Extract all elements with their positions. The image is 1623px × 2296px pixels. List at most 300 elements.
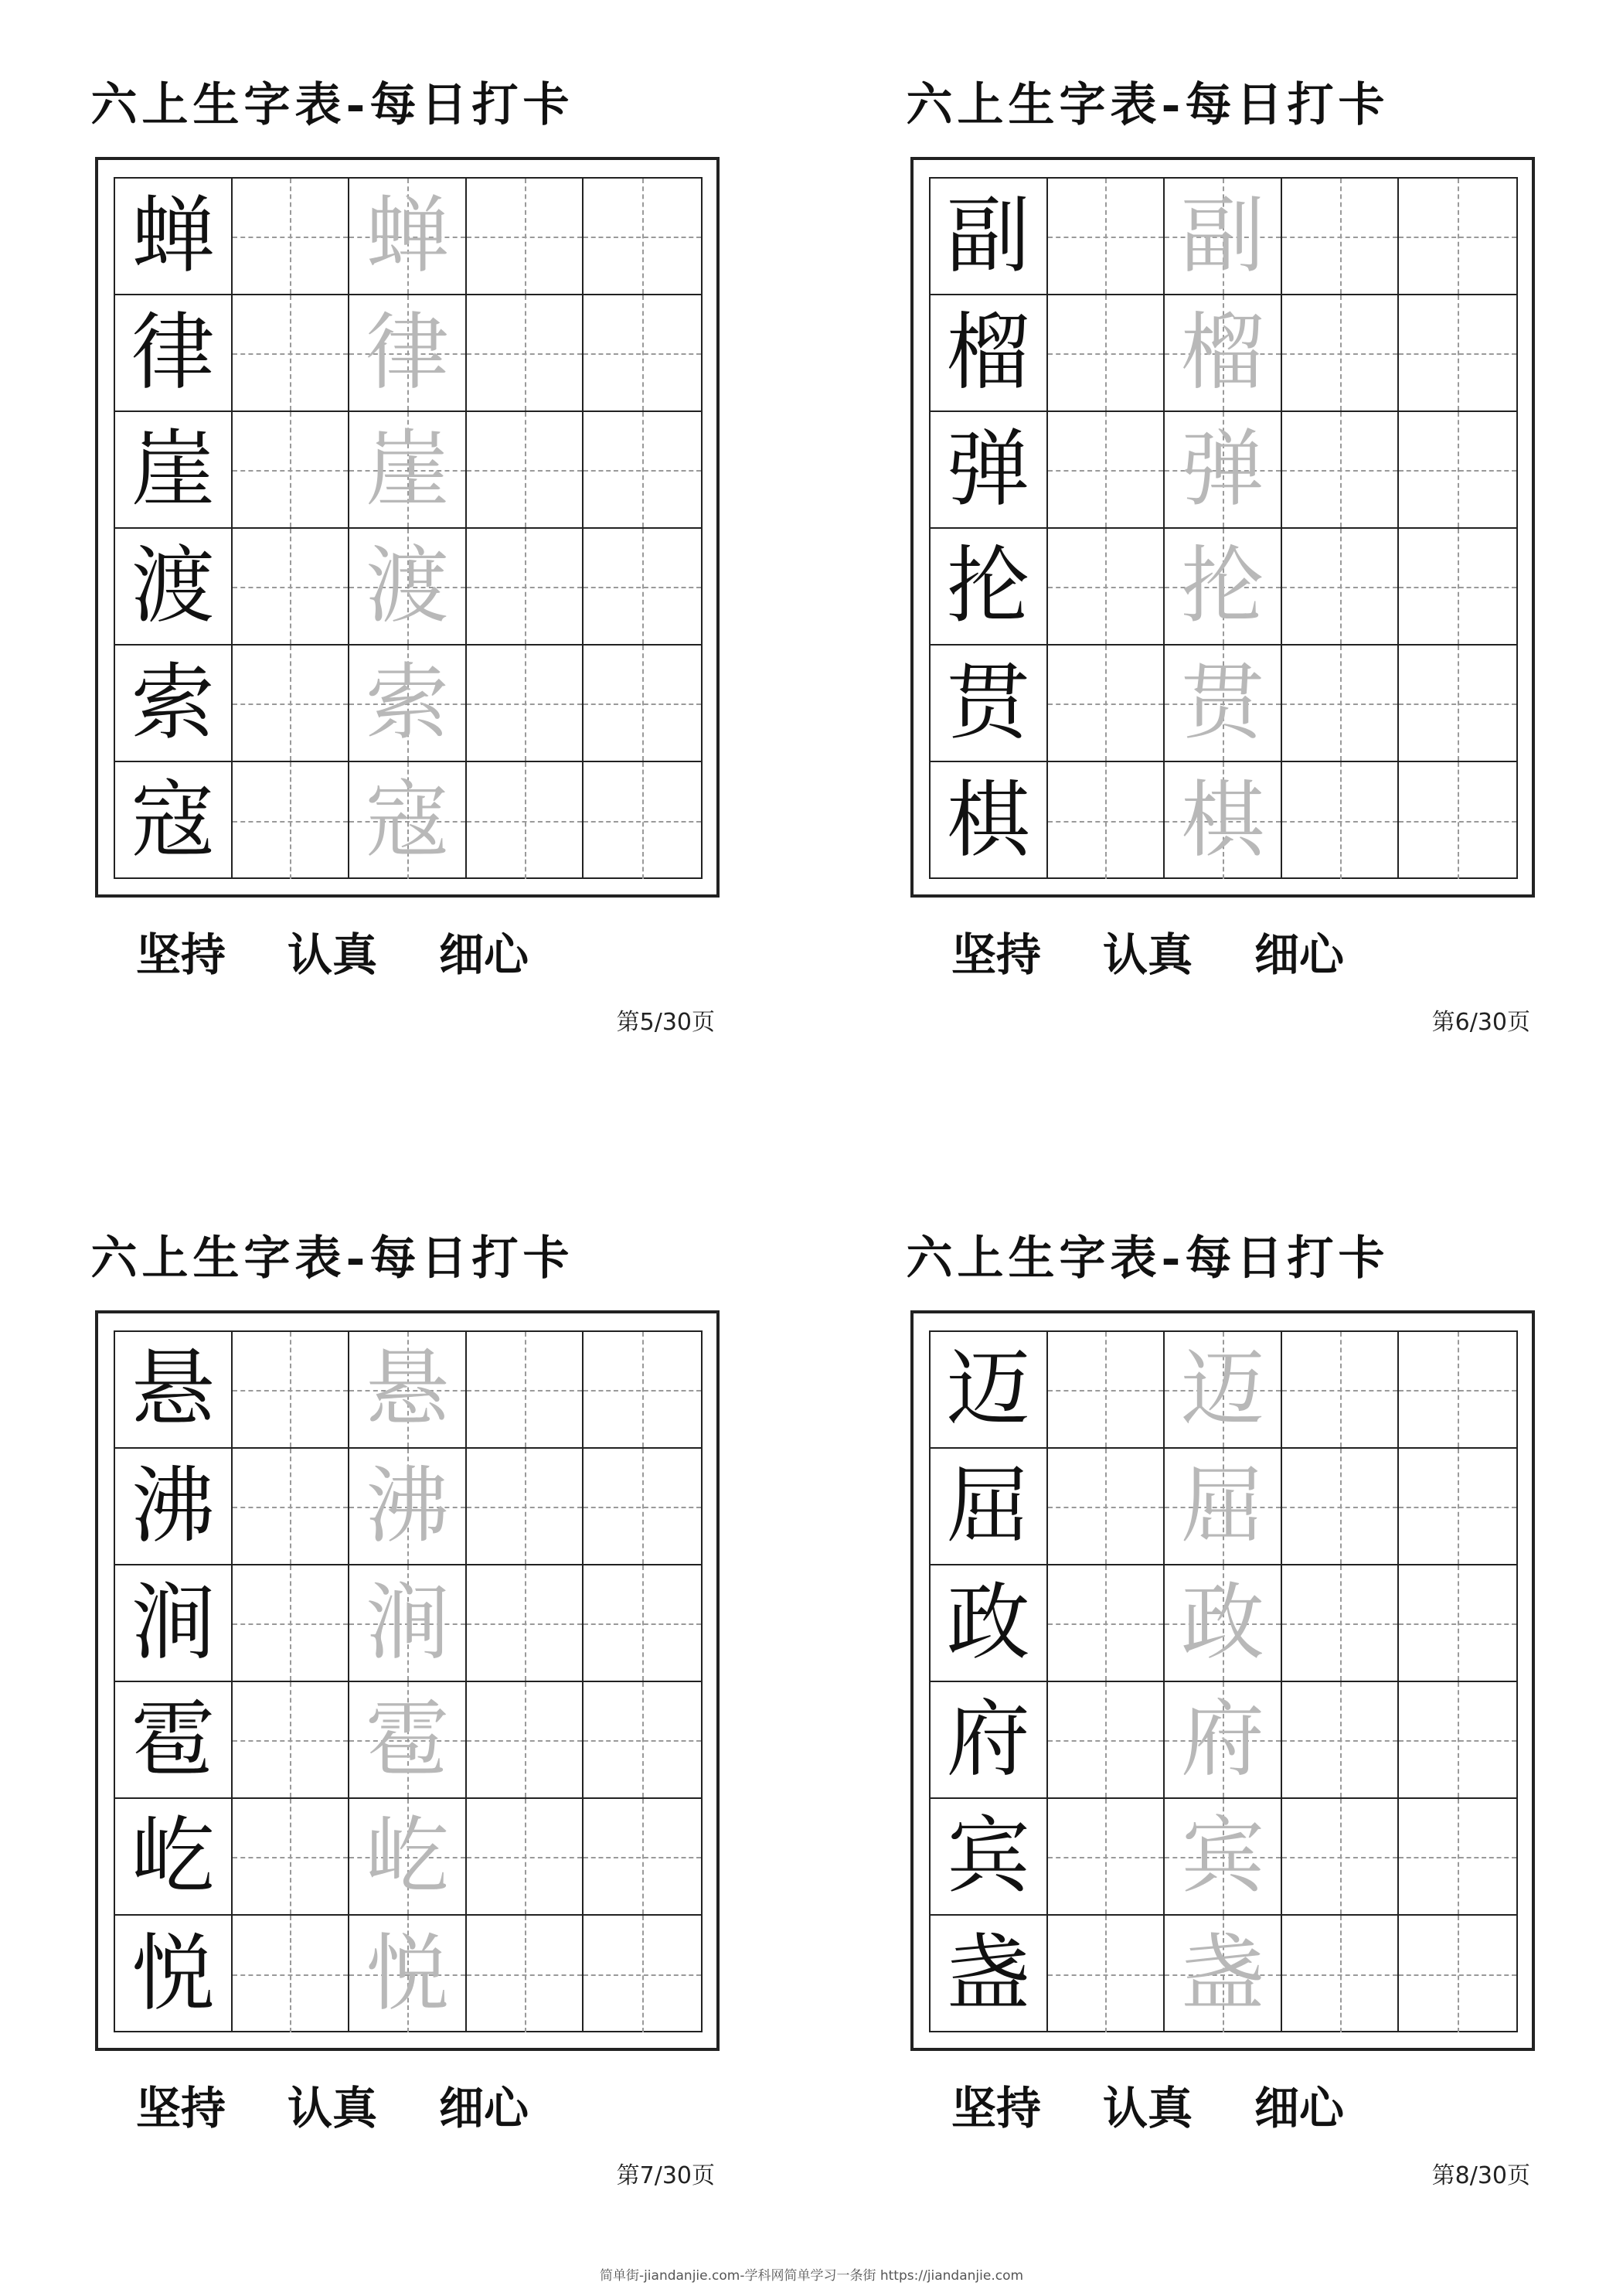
writing-cell	[931, 1332, 1048, 1449]
trace-character: 弹	[1180, 421, 1264, 518]
writing-cell	[349, 179, 467, 295]
outer-frame	[910, 1310, 1535, 2051]
writing-cell	[1399, 412, 1516, 529]
guide-line-horizontal	[1399, 821, 1516, 823]
writing-cell	[233, 1449, 350, 1565]
guide-line-horizontal	[1048, 821, 1164, 823]
slogan-word: 细心	[439, 928, 529, 981]
writing-cell	[1399, 1332, 1516, 1449]
guide-line-horizontal	[1399, 1740, 1516, 1742]
writing-cell	[1282, 295, 1400, 412]
slogan	[815, 928, 1480, 982]
writing-cell	[349, 1565, 467, 1682]
writing-cell	[1282, 1332, 1400, 1449]
guide-line-horizontal	[1282, 1974, 1398, 1976]
writing-cell	[1282, 1565, 1400, 1682]
slogan-word: 认真	[1102, 928, 1193, 981]
trace-character: 屈	[1180, 1457, 1264, 1555]
writing-cell	[233, 1682, 350, 1799]
slogan-word: 坚持	[951, 2082, 1041, 2134]
writing-cell	[115, 1449, 233, 1565]
model-character: 寇	[131, 772, 215, 869]
trace-character: 索	[365, 654, 449, 751]
guide-line-horizontal	[1282, 1623, 1398, 1625]
guide-line-horizontal	[1399, 1390, 1516, 1392]
trace-character: 棋	[1180, 772, 1264, 869]
guide-line-horizontal	[1282, 821, 1398, 823]
writing-cell	[1399, 1916, 1516, 2032]
writing-cell	[233, 179, 350, 295]
grid-row	[931, 1449, 1516, 1565]
guide-line-horizontal	[1048, 1857, 1164, 1858]
writing-cell	[467, 646, 584, 762]
guide-line-horizontal	[467, 587, 583, 588]
writing-cell	[584, 412, 701, 529]
writing-cell	[931, 1799, 1048, 1916]
slogan-word: 细心	[439, 2082, 529, 2134]
writing-cell	[1165, 646, 1282, 762]
guide-line-horizontal	[1399, 470, 1516, 472]
guide-line-horizontal	[467, 821, 583, 823]
trace-character: 雹	[365, 1691, 449, 1788]
writing-cell	[931, 295, 1048, 412]
grid-row	[115, 412, 701, 529]
guide-line-horizontal	[467, 1857, 583, 1858]
writing-cell	[1165, 1449, 1282, 1565]
writing-cell	[1399, 646, 1516, 762]
guide-line-horizontal	[1282, 1390, 1398, 1392]
model-character: 沸	[131, 1457, 215, 1555]
grid-row	[931, 1799, 1516, 1916]
guide-line-horizontal	[467, 1507, 583, 1508]
guide-line-horizontal	[467, 353, 583, 355]
grid-row	[931, 1565, 1516, 1682]
writing-cell	[1282, 1449, 1400, 1565]
grid-row	[931, 1332, 1516, 1449]
slogan-word: 认真	[287, 928, 377, 981]
guide-line-horizontal	[233, 1740, 349, 1742]
model-character: 榴	[946, 304, 1030, 401]
guide-line-horizontal	[1048, 587, 1164, 588]
guide-line-horizontal	[1048, 1740, 1164, 1742]
writing-cell	[1048, 1682, 1165, 1799]
guide-line-horizontal	[233, 353, 349, 355]
guide-line-horizontal	[1399, 1623, 1516, 1625]
guide-line-horizontal	[1048, 1623, 1164, 1625]
writing-cell	[1165, 412, 1282, 529]
guide-line-horizontal	[1399, 353, 1516, 355]
guide-line-horizontal	[233, 821, 349, 823]
writing-cell	[349, 1916, 467, 2032]
guide-line-horizontal	[467, 1740, 583, 1742]
writing-cell	[1282, 179, 1400, 295]
writing-cell	[115, 412, 233, 529]
trace-character: 府	[1180, 1691, 1264, 1788]
writing-cell	[1282, 762, 1400, 879]
writing-cell	[1048, 1565, 1165, 1682]
writing-cell	[1048, 1799, 1165, 1916]
guide-line-horizontal	[1282, 353, 1398, 355]
writing-cell	[1282, 412, 1400, 529]
trace-character: 盏	[1180, 1925, 1264, 2022]
guide-line-horizontal	[1048, 703, 1164, 705]
writing-cell	[584, 529, 701, 646]
guide-line-horizontal	[584, 703, 701, 705]
writing-cell	[349, 646, 467, 762]
writing-cell	[1399, 1565, 1516, 1682]
writing-cell	[1399, 762, 1516, 879]
guide-line-horizontal	[1048, 470, 1164, 472]
writing-cell	[1165, 295, 1282, 412]
writing-cell	[115, 1332, 233, 1449]
writing-cell	[349, 529, 467, 646]
model-character: 贯	[946, 654, 1030, 751]
guide-line-horizontal	[1399, 237, 1516, 238]
model-character: 悦	[131, 1925, 215, 2022]
slogan	[0, 2081, 665, 2135]
tianzige-grid	[114, 1330, 703, 2032]
slogan-word: 坚持	[135, 928, 226, 981]
writing-cell	[1399, 1682, 1516, 1799]
grid-row	[115, 1332, 701, 1449]
writing-cell	[115, 1682, 233, 1799]
outer-frame	[95, 157, 720, 898]
model-character: 索	[131, 654, 215, 751]
guide-line-horizontal	[1282, 1857, 1398, 1858]
slogan-word: 细心	[1254, 2082, 1345, 2134]
grid-row	[115, 762, 701, 879]
grid-row	[115, 1682, 701, 1799]
model-character: 府	[946, 1691, 1030, 1788]
writing-cell	[1165, 179, 1282, 295]
writing-cell	[467, 1916, 584, 2032]
trace-character: 屹	[365, 1807, 449, 1905]
guide-line-horizontal	[233, 470, 349, 472]
writing-cell	[931, 646, 1048, 762]
tianzige-grid	[929, 177, 1518, 879]
writing-cell	[584, 179, 701, 295]
writing-cell	[349, 1799, 467, 1916]
model-character: 雹	[131, 1691, 215, 1788]
grid-row	[931, 762, 1516, 879]
writing-cell	[467, 179, 584, 295]
guide-line-horizontal	[1282, 587, 1398, 588]
guide-line-horizontal	[1048, 237, 1164, 238]
writing-cell	[1282, 529, 1400, 646]
guide-line-horizontal	[233, 703, 349, 705]
writing-cell	[931, 1449, 1048, 1565]
guide-line-horizontal	[1399, 587, 1516, 588]
trace-character: 政	[1180, 1574, 1264, 1671]
writing-cell	[467, 1449, 584, 1565]
writing-cell	[1048, 646, 1165, 762]
writing-cell	[931, 529, 1048, 646]
writing-cell	[467, 1332, 584, 1449]
tianzige-grid	[929, 1330, 1518, 2032]
writing-cell	[349, 412, 467, 529]
slogan-word: 细心	[1254, 928, 1345, 981]
guide-line-horizontal	[1399, 1857, 1516, 1858]
writing-cell	[931, 762, 1048, 879]
writing-cell	[467, 412, 584, 529]
writing-cell	[115, 1916, 233, 2032]
guide-line-horizontal	[584, 1623, 701, 1625]
trace-character: 迈	[1180, 1340, 1264, 1438]
writing-cell	[584, 1916, 701, 2032]
writing-cell	[1399, 295, 1516, 412]
guide-line-horizontal	[233, 1857, 349, 1858]
writing-cell	[1048, 1916, 1165, 2032]
model-character: 盏	[946, 1925, 1030, 2022]
writing-cell	[233, 529, 350, 646]
writing-cell	[584, 1682, 701, 1799]
writing-cell	[349, 762, 467, 879]
writing-cell	[1048, 295, 1165, 412]
guide-line-horizontal	[467, 703, 583, 705]
model-character: 政	[946, 1574, 1030, 1671]
writing-cell	[115, 529, 233, 646]
outer-frame	[910, 157, 1535, 898]
writing-cell	[467, 295, 584, 412]
writing-cell	[931, 1565, 1048, 1682]
guide-line-horizontal	[584, 1507, 701, 1508]
writing-cell	[584, 1332, 701, 1449]
writing-cell	[1282, 1916, 1400, 2032]
guide-line-horizontal	[233, 1974, 349, 1976]
writing-cell	[1048, 412, 1165, 529]
trace-character: 涧	[365, 1574, 449, 1671]
grid-row	[115, 1565, 701, 1682]
writing-cell	[115, 1565, 233, 1682]
model-character: 蝉	[131, 187, 215, 284]
page-number: 第6/30页	[1431, 1009, 1530, 1036]
grid-row	[931, 1682, 1516, 1799]
page-number: 第5/30页	[616, 1009, 715, 1036]
guide-line-horizontal	[1282, 470, 1398, 472]
slogan-word: 坚持	[951, 928, 1041, 981]
writing-cell	[1282, 1799, 1400, 1916]
guide-line-horizontal	[1048, 1390, 1164, 1392]
trace-character: 寇	[365, 772, 449, 869]
guide-line-horizontal	[584, 821, 701, 823]
guide-line-horizontal	[233, 1507, 349, 1508]
guide-line-horizontal	[233, 237, 349, 238]
grid-row	[931, 295, 1516, 412]
worksheet-page-8	[815, 1153, 1588, 2197]
model-character: 崖	[131, 421, 215, 518]
writing-cell	[233, 1332, 350, 1449]
writing-cell	[1165, 1682, 1282, 1799]
page-number: 第8/30页	[1431, 2162, 1530, 2189]
model-character: 棋	[946, 772, 1030, 869]
slogan-word: 坚持	[135, 2082, 226, 2134]
guide-line-horizontal	[584, 1974, 701, 1976]
tianzige-grid	[114, 177, 703, 879]
writing-cell	[1165, 1799, 1282, 1916]
guide-line-horizontal	[467, 1390, 583, 1392]
model-character: 宾	[946, 1807, 1030, 1905]
writing-cell	[1165, 529, 1282, 646]
worksheet-page-5	[0, 0, 773, 1044]
writing-cell	[233, 295, 350, 412]
trace-character: 渡	[365, 537, 449, 635]
writing-cell	[931, 412, 1048, 529]
writing-cell	[349, 1682, 467, 1799]
writing-cell	[1165, 1916, 1282, 2032]
slogan-word: 认真	[287, 2082, 377, 2134]
writing-cell	[233, 1565, 350, 1682]
trace-character: 副	[1180, 187, 1264, 284]
guide-line-horizontal	[467, 1974, 583, 1976]
writing-cell	[1399, 179, 1516, 295]
guide-line-horizontal	[584, 237, 701, 238]
grid-row	[115, 1916, 701, 2032]
guide-line-horizontal	[467, 237, 583, 238]
guide-line-horizontal	[467, 1623, 583, 1625]
model-character: 屈	[946, 1457, 1030, 1555]
guide-line-horizontal	[1399, 703, 1516, 705]
writing-cell	[349, 295, 467, 412]
writing-cell	[584, 295, 701, 412]
writing-cell	[1399, 1449, 1516, 1565]
writing-cell	[233, 412, 350, 529]
writing-cell	[233, 1916, 350, 2032]
sheet-title: 六上生字表-每日打卡	[90, 1231, 574, 1286]
model-character: 弹	[946, 421, 1030, 518]
guide-line-horizontal	[467, 470, 583, 472]
writing-cell	[467, 1799, 584, 1916]
writing-cell	[584, 1449, 701, 1565]
guide-line-horizontal	[1048, 1507, 1164, 1508]
writing-cell	[1048, 179, 1165, 295]
model-character: 律	[131, 304, 215, 401]
grid-row	[115, 1799, 701, 1916]
site-footer: 简单街-jiandanjie.com-学科网简单学习一条街 https://jiandanjie.com	[599, 2268, 1024, 2284]
sheet-title: 六上生字表-每日打卡	[90, 78, 574, 132]
grid-row	[931, 529, 1516, 646]
writing-cell	[584, 1799, 701, 1916]
guide-line-horizontal	[233, 587, 349, 588]
writing-cell	[467, 529, 584, 646]
trace-character: 悬	[365, 1340, 449, 1438]
model-character: 屹	[131, 1807, 215, 1905]
writing-cell	[1048, 529, 1165, 646]
grid-row	[931, 412, 1516, 529]
writing-cell	[233, 762, 350, 879]
writing-cell	[115, 1799, 233, 1916]
writing-cell	[1048, 1332, 1165, 1449]
trace-character: 沸	[365, 1457, 449, 1555]
guide-line-horizontal	[584, 470, 701, 472]
model-character: 迈	[946, 1340, 1030, 1438]
writing-cell	[1399, 1799, 1516, 1916]
model-character: 涧	[131, 1574, 215, 1671]
writing-cell	[233, 646, 350, 762]
writing-cell	[1165, 762, 1282, 879]
writing-cell	[931, 1682, 1048, 1799]
model-character: 渡	[131, 537, 215, 635]
model-character: 副	[946, 187, 1030, 284]
writing-cell	[349, 1332, 467, 1449]
slogan	[0, 928, 665, 982]
guide-line-horizontal	[1282, 1507, 1398, 1508]
guide-line-horizontal	[1048, 1974, 1164, 1976]
grid-row	[931, 179, 1516, 295]
writing-cell	[584, 1565, 701, 1682]
writing-cell	[1048, 1449, 1165, 1565]
writing-cell	[931, 1916, 1048, 2032]
trace-character: 贯	[1180, 654, 1264, 751]
trace-character: 悦	[365, 1925, 449, 2022]
writing-cell	[467, 1565, 584, 1682]
writing-cell	[115, 295, 233, 412]
guide-line-horizontal	[584, 353, 701, 355]
guide-line-horizontal	[1282, 237, 1398, 238]
guide-line-horizontal	[1048, 353, 1164, 355]
writing-cell	[584, 646, 701, 762]
grid-row	[115, 529, 701, 646]
worksheet-page-6	[815, 0, 1588, 1044]
outer-frame	[95, 1310, 720, 2051]
worksheet-page-7	[0, 1153, 773, 2197]
slogan	[815, 2081, 1480, 2135]
trace-character: 蝉	[365, 187, 449, 284]
guide-line-horizontal	[584, 587, 701, 588]
writing-cell	[931, 179, 1048, 295]
writing-cell	[1399, 529, 1516, 646]
grid-row	[115, 295, 701, 412]
writing-cell	[467, 762, 584, 879]
guide-line-horizontal	[584, 1390, 701, 1392]
writing-cell	[115, 179, 233, 295]
trace-character: 律	[365, 304, 449, 401]
trace-character: 抡	[1180, 537, 1264, 635]
writing-cell	[1282, 646, 1400, 762]
guide-line-horizontal	[584, 1857, 701, 1858]
guide-line-horizontal	[1399, 1507, 1516, 1508]
model-character: 抡	[946, 537, 1030, 635]
sheet-title: 六上生字表-每日打卡	[906, 1231, 1390, 1286]
writing-cell	[1048, 762, 1165, 879]
trace-character: 宾	[1180, 1807, 1264, 1905]
guide-line-horizontal	[233, 1390, 349, 1392]
writing-cell	[1165, 1565, 1282, 1682]
grid-row	[115, 646, 701, 762]
writing-cell	[115, 646, 233, 762]
writing-cell	[584, 762, 701, 879]
writing-cell	[349, 1449, 467, 1565]
grid-row	[931, 646, 1516, 762]
guide-line-horizontal	[584, 1740, 701, 1742]
writing-cell	[1165, 1332, 1282, 1449]
slogan-word: 认真	[1102, 2082, 1193, 2134]
guide-line-horizontal	[1282, 703, 1398, 705]
writing-cell	[233, 1799, 350, 1916]
page-number: 第7/30页	[616, 2162, 715, 2189]
sheet-title: 六上生字表-每日打卡	[906, 78, 1390, 132]
writing-cell	[1282, 1682, 1400, 1799]
writing-cell	[115, 762, 233, 879]
guide-line-horizontal	[233, 1623, 349, 1625]
guide-line-horizontal	[1399, 1974, 1516, 1976]
model-character: 悬	[131, 1340, 215, 1438]
grid-row	[931, 1916, 1516, 2032]
trace-character: 崖	[365, 421, 449, 518]
writing-cell	[467, 1682, 584, 1799]
grid-row	[115, 179, 701, 295]
trace-character: 榴	[1180, 304, 1264, 401]
grid-row	[115, 1449, 701, 1565]
